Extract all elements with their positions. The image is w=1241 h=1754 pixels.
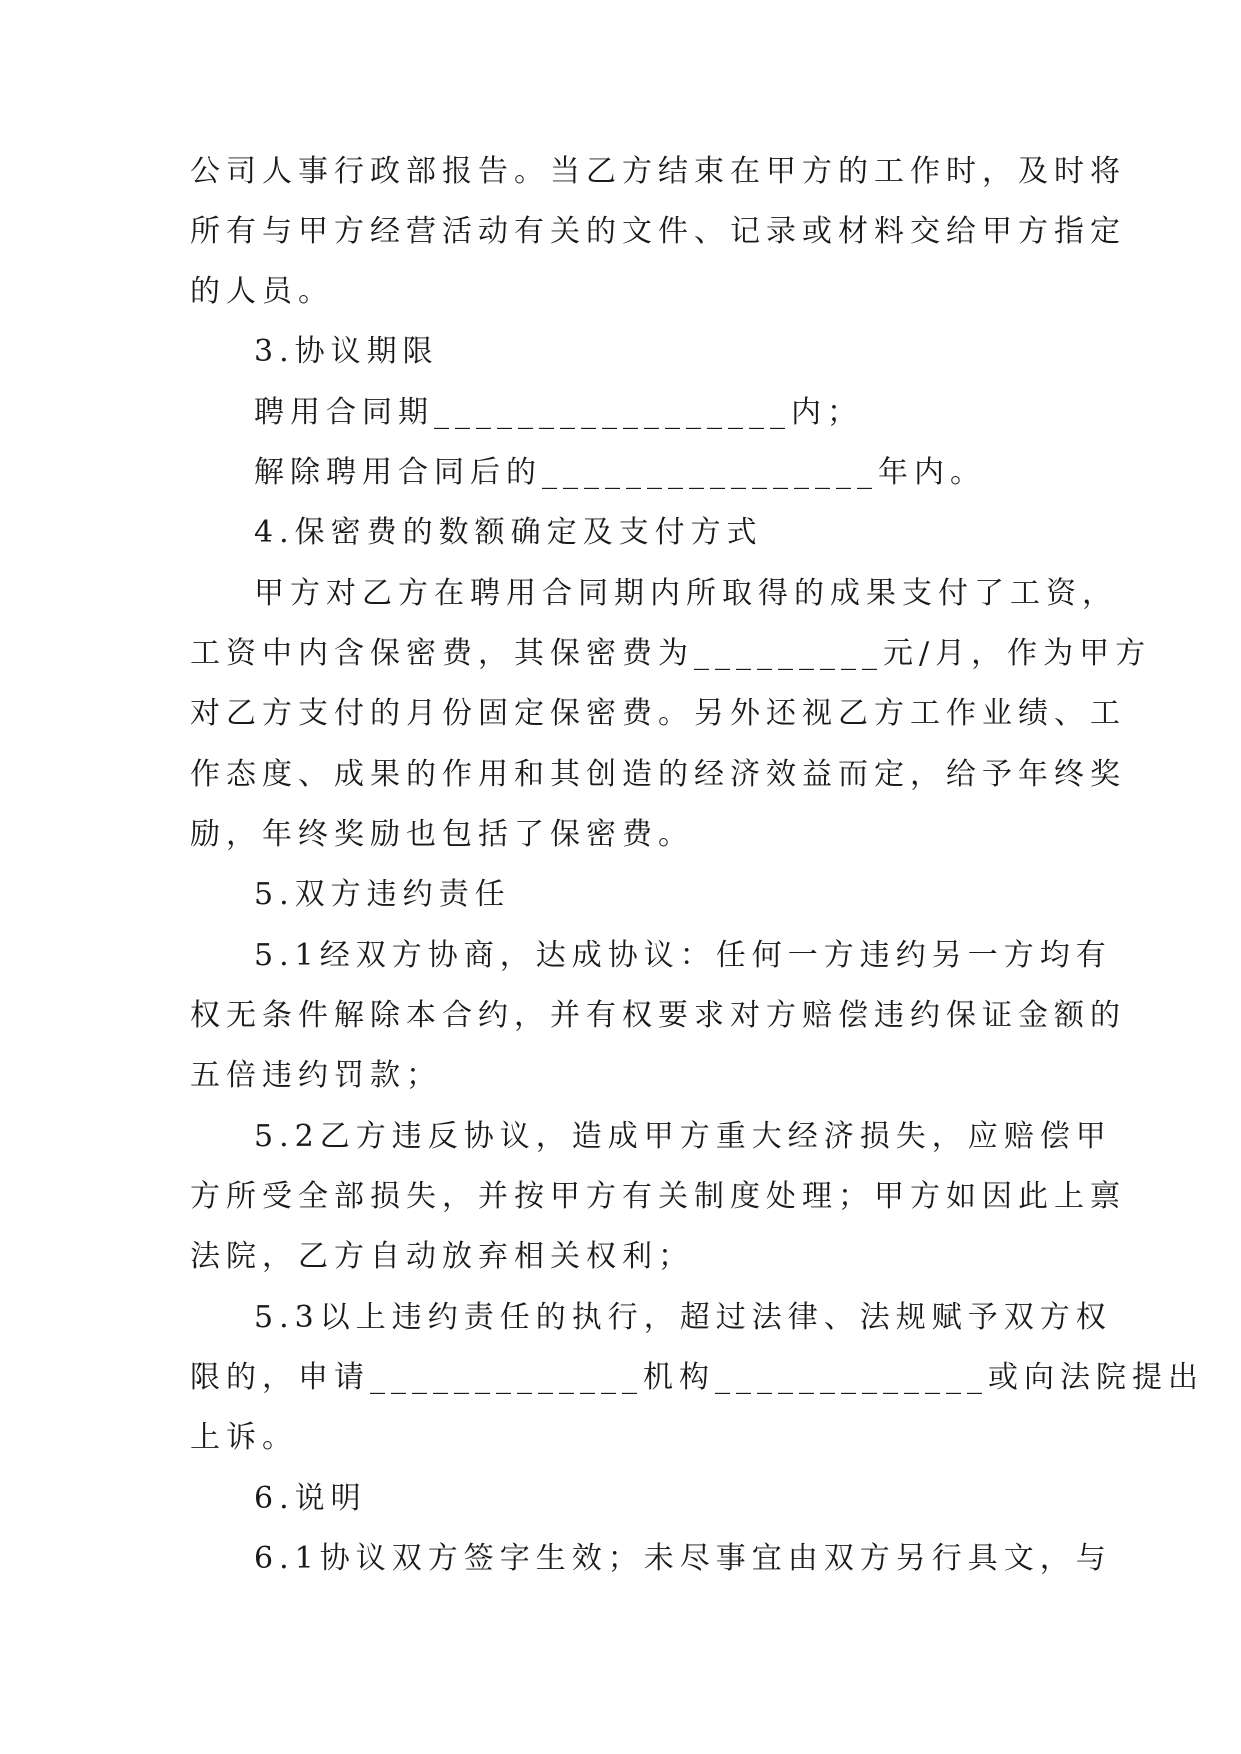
text-line: 5.1经双方协商，达成协议：任何一方违约另一方均有	[254, 938, 1112, 973]
text-line: 励，年终奖励也包括了保密费。	[190, 817, 694, 852]
text-line: 5.2乙方违反协议，造成甲方重大经济损失，应赔偿甲	[254, 1119, 1112, 1154]
text-line: 解除聘用合同后的________________年内。	[254, 455, 986, 490]
text-line: 对乙方支付的月份固定保密费。另外还视乙方工作业绩、工	[190, 696, 1126, 731]
text-line: 所有与甲方经营活动有关的文件、记录或材料交给甲方指定	[190, 214, 1126, 249]
text-line: 公司人事行政部报告。当乙方结束在甲方的工作时，及时将	[190, 154, 1126, 189]
section-heading: 4.保密费的数额确定及支付方式	[254, 515, 763, 550]
section-heading: 6.说明	[254, 1481, 367, 1516]
text-line: 方所受全部损失，并按甲方有关制度处理；甲方如因此上禀	[190, 1179, 1126, 1214]
text-line: 上诉。	[190, 1420, 298, 1455]
section-heading: 3.协议期限	[254, 334, 439, 369]
text-line: 法院，乙方自动放弃相关权利；	[190, 1239, 694, 1274]
text-line: 6.1协议双方签字生效；未尽事宜由双方另行具文，与	[254, 1541, 1112, 1576]
text-line: 作态度、成果的作用和其创造的经济效益而定，给予年终奖	[190, 757, 1126, 792]
text-line: 五倍违约罚款；	[190, 1058, 442, 1093]
section-heading: 5.双方违约责任	[254, 877, 511, 912]
text-line: 权无条件解除本合约，并有权要求对方赔偿违约保证金额的	[190, 998, 1126, 1033]
text-line: 聘用合同期_________________内；	[254, 395, 863, 430]
text-line: 5.3以上违约责任的执行，超过法律、法规赋予双方权	[254, 1300, 1112, 1335]
text-line: 限的，申请_____________机构_____________或向法院提出	[190, 1360, 1204, 1395]
text-line: 甲方对乙方在聘用合同期内所取得的成果支付了工资，	[254, 576, 1118, 611]
text-line: 工资中内含保密费，其保密费为_________元/月，作为甲方	[190, 636, 1152, 671]
text-line: 的人员。	[190, 274, 334, 309]
